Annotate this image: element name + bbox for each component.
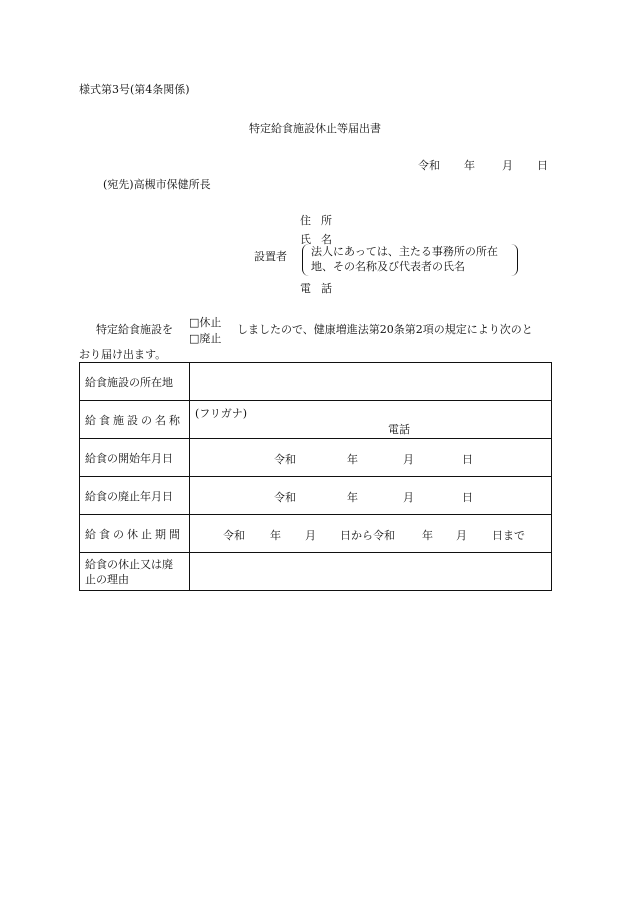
corporate-note-line2: 地、その名称及び代表者の氏名 <box>311 260 465 273</box>
start-date-row <box>80 439 552 477</box>
date-month: 月 <box>502 159 513 172</box>
suspend-period-label: 給食の休止期間 <box>80 515 190 553</box>
document-title: 特定給食施設休止等届出書 <box>249 122 381 135</box>
reason-row <box>80 553 552 591</box>
start-day: 日 <box>462 453 473 466</box>
start-year: 年 <box>347 453 358 466</box>
reason-label <box>80 553 190 591</box>
location-row <box>80 363 552 401</box>
location-label: 給食施設の所在地 <box>80 363 190 401</box>
abolish-date-row <box>80 477 552 515</box>
abolish-date-field[interactable] <box>190 477 552 515</box>
abolish-day: 日 <box>462 491 473 504</box>
abolish-year: 年 <box>347 491 358 504</box>
recipient: (宛先)高槻市保健所長 <box>103 178 211 191</box>
date-era: 令和 <box>418 159 440 172</box>
suspend-checkbox[interactable]: □休止 <box>189 316 222 329</box>
suspend-period-row <box>80 515 552 553</box>
period-day-to: 日まで <box>492 529 525 542</box>
period-year-to: 年 <box>422 529 433 542</box>
suspend-period-field[interactable] <box>190 515 552 553</box>
name-label-cell: 給食施設の名称 <box>80 401 190 439</box>
reason-label-line2: 止の理由 <box>85 572 129 586</box>
submission-date <box>418 157 548 173</box>
corporate-note <box>302 244 518 276</box>
reason-label-line1: 給食の休止又は廃 <box>85 557 173 571</box>
notice-continuation: おり届け出ます。 <box>79 348 167 361</box>
location-field[interactable] <box>190 363 552 401</box>
start-era: 令和 <box>274 453 296 466</box>
reason-field[interactable] <box>190 553 552 591</box>
period-era: 令和 <box>223 529 245 542</box>
name-label: 氏名 <box>300 233 342 246</box>
corporate-note-line1: 法人にあっては、主たる事務所の所在 <box>311 245 498 258</box>
notice-body: しましたので、健康増進法第20条第2項の規定により次のと <box>237 323 533 336</box>
facility-table <box>79 362 552 591</box>
abolish-month: 月 <box>403 491 414 504</box>
start-month: 月 <box>403 453 414 466</box>
name-field[interactable] <box>190 401 552 439</box>
name-row <box>80 401 552 439</box>
phone-label: 電話 <box>300 282 342 295</box>
abolish-era: 令和 <box>274 491 296 504</box>
notice-prefix: 特定給食施設を <box>96 323 173 336</box>
period-year-from: 年 <box>270 529 281 542</box>
date-day: 日 <box>537 159 548 172</box>
furigana-label: (フリガナ) <box>195 407 248 420</box>
facility-phone-label: 電話 <box>388 423 410 436</box>
period-day-from: 日から令和 <box>340 529 395 542</box>
address-label: 住所 <box>300 214 342 227</box>
period-month-to: 月 <box>456 529 467 542</box>
start-date-label: 給食の開始年月日 <box>80 439 190 477</box>
setter-label: 設置者 <box>254 250 287 263</box>
form-code: 様式第3号(第4条関係) <box>79 83 190 96</box>
date-year: 年 <box>464 159 475 172</box>
abolish-checkbox[interactable]: □廃止 <box>189 332 222 345</box>
period-month-from: 月 <box>305 529 316 542</box>
abolish-date-label: 給食の廃止年月日 <box>80 477 190 515</box>
start-date-field[interactable] <box>190 439 552 477</box>
